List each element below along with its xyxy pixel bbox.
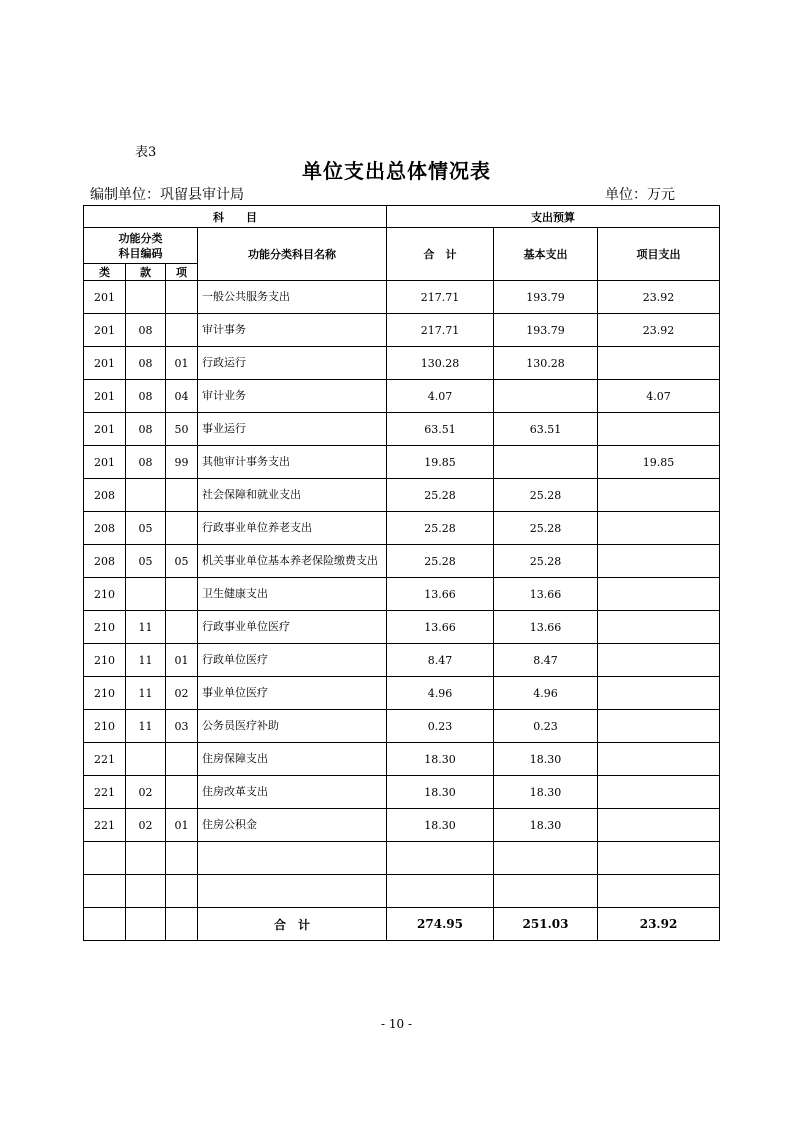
cell-name: 其他审计事务支出 — [198, 446, 387, 479]
cell-basic: 63.51 — [494, 413, 598, 446]
total-empty-cell — [84, 908, 126, 941]
cell-lei: 210 — [84, 611, 126, 644]
cell-basic: 25.28 — [494, 479, 598, 512]
cell-name: 一般公共服务支出 — [198, 281, 387, 314]
cell-basic: 18.30 — [494, 743, 598, 776]
cell-lei: 201 — [84, 347, 126, 380]
cell-kuan: 11 — [126, 710, 166, 743]
lei-header: 类 — [84, 264, 126, 281]
cell-project — [598, 677, 720, 710]
total-empty-cell — [126, 908, 166, 941]
cell-name: 行政单位医疗 — [198, 644, 387, 677]
cell-lei: 221 — [84, 809, 126, 842]
cell-name: 行政事业单位养老支出 — [198, 512, 387, 545]
cell-kuan: 02 — [126, 776, 166, 809]
cell-total: 4.07 — [387, 380, 494, 413]
total-header: 合 计 — [387, 228, 494, 281]
cell-project: 23.92 — [598, 281, 720, 314]
header-row-1 — [84, 206, 720, 228]
project-total: 23.92 — [598, 908, 720, 941]
cell-name: 事业运行 — [198, 413, 387, 446]
cell-total: 25.28 — [387, 512, 494, 545]
cell-lei: 201 — [84, 380, 126, 413]
cell-xiang — [166, 281, 198, 314]
cell-kuan: 05 — [126, 512, 166, 545]
cell-kuan: 02 — [126, 809, 166, 842]
cell-basic: 130.28 — [494, 347, 598, 380]
table-row — [84, 545, 720, 578]
cell-total: 0.23 — [387, 710, 494, 743]
cell-kuan — [126, 281, 166, 314]
cell-kuan — [126, 842, 166, 875]
cell-lei: 221 — [84, 776, 126, 809]
cell-kuan — [126, 479, 166, 512]
cell-project: 23.92 — [598, 314, 720, 347]
table-row — [84, 479, 720, 512]
cell-lei: 201 — [84, 281, 126, 314]
cell-xiang: 01 — [166, 644, 198, 677]
cell-lei: 210 — [84, 644, 126, 677]
expenditure-budget-header: 支出预算 — [387, 206, 720, 228]
expenditure-table — [83, 205, 720, 941]
table-row — [84, 776, 720, 809]
table-row — [84, 380, 720, 413]
grand-total: 274.95 — [387, 908, 494, 941]
cell-project — [598, 347, 720, 380]
table-row — [84, 446, 720, 479]
cell-lei: 210 — [84, 677, 126, 710]
cell-basic: 18.30 — [494, 809, 598, 842]
header-row-2 — [84, 228, 720, 264]
cell-kuan: 08 — [126, 413, 166, 446]
cell-xiang — [166, 875, 198, 908]
cell-xiang — [166, 578, 198, 611]
table-row — [84, 842, 720, 875]
cell-kuan: 05 — [126, 545, 166, 578]
cell-basic — [494, 875, 598, 908]
cell-total: 18.30 — [387, 776, 494, 809]
cell-lei: 208 — [84, 512, 126, 545]
xiang-header: 项 — [166, 264, 198, 281]
compiler-unit: 编制单位：巩留县审计局 — [90, 187, 244, 203]
cell-lei: 208 — [84, 479, 126, 512]
basic-header: 基本支出 — [494, 228, 598, 281]
cell-total: 25.28 — [387, 479, 494, 512]
cell-basic: 13.66 — [494, 611, 598, 644]
cell-name: 公务员医疗补助 — [198, 710, 387, 743]
cell-basic: 193.79 — [494, 281, 598, 314]
table-row — [84, 578, 720, 611]
project-header: 项目支出 — [598, 228, 720, 281]
subject-header: 科 目 — [84, 206, 387, 228]
cell-name: 行政事业单位医疗 — [198, 611, 387, 644]
cell-kuan: 08 — [126, 380, 166, 413]
table-row — [84, 710, 720, 743]
cell-xiang: 02 — [166, 677, 198, 710]
cell-basic: 25.28 — [494, 512, 598, 545]
cell-name: 卫生健康支出 — [198, 578, 387, 611]
cell-name: 事业单位医疗 — [198, 677, 387, 710]
cell-project — [598, 842, 720, 875]
cell-name — [198, 875, 387, 908]
cell-basic: 13.66 — [494, 578, 598, 611]
cell-total: 19.85 — [387, 446, 494, 479]
cell-lei: 208 — [84, 545, 126, 578]
cell-project — [598, 710, 720, 743]
table-row — [84, 281, 720, 314]
cell-xiang: 50 — [166, 413, 198, 446]
currency-unit: 单位：万元 — [605, 187, 675, 203]
cell-kuan: 11 — [126, 677, 166, 710]
cell-kuan: 11 — [126, 644, 166, 677]
table-row — [84, 611, 720, 644]
cell-kuan: 08 — [126, 347, 166, 380]
cell-kuan: 08 — [126, 446, 166, 479]
cell-project: 4.07 — [598, 380, 720, 413]
cell-project — [598, 479, 720, 512]
cell-name — [198, 842, 387, 875]
cell-xiang: 01 — [166, 809, 198, 842]
cell-xiang — [166, 512, 198, 545]
cell-kuan — [126, 875, 166, 908]
cell-lei: 210 — [84, 710, 126, 743]
cell-lei: 201 — [84, 413, 126, 446]
cell-name: 住房保障支出 — [198, 743, 387, 776]
table-row — [84, 413, 720, 446]
cell-basic — [494, 446, 598, 479]
cell-project: 19.85 — [598, 446, 720, 479]
cell-total: 18.30 — [387, 743, 494, 776]
cell-lei: 201 — [84, 446, 126, 479]
document-title: 单位支出总体情况表 — [302, 159, 491, 183]
cell-project — [598, 644, 720, 677]
cell-xiang: 99 — [166, 446, 198, 479]
total-label: 合 计 — [198, 908, 387, 941]
cell-project — [598, 809, 720, 842]
cell-total: 18.30 — [387, 809, 494, 842]
cell-xiang — [166, 479, 198, 512]
cell-total: 63.51 — [387, 413, 494, 446]
cell-total: 25.28 — [387, 545, 494, 578]
table-row — [84, 347, 720, 380]
cell-xiang: 03 — [166, 710, 198, 743]
cell-name: 审计事务 — [198, 314, 387, 347]
table-label: 表3 — [135, 145, 157, 160]
cell-xiang — [166, 314, 198, 347]
table-row — [84, 644, 720, 677]
cell-lei — [84, 842, 126, 875]
cell-xiang: 05 — [166, 545, 198, 578]
cell-basic: 0.23 — [494, 710, 598, 743]
name-header: 功能分类科目名称 — [198, 228, 387, 281]
table-row — [84, 677, 720, 710]
table-row — [84, 512, 720, 545]
cell-lei: 221 — [84, 743, 126, 776]
cell-lei: 201 — [84, 314, 126, 347]
cell-project — [598, 545, 720, 578]
cell-name: 住房改革支出 — [198, 776, 387, 809]
cell-name: 社会保障和就业支出 — [198, 479, 387, 512]
cell-basic: 25.28 — [494, 545, 598, 578]
cell-kuan — [126, 743, 166, 776]
cell-name: 审计业务 — [198, 380, 387, 413]
cell-basic: 18.30 — [494, 776, 598, 809]
cell-total: 217.71 — [387, 314, 494, 347]
cell-project — [598, 578, 720, 611]
cell-basic — [494, 380, 598, 413]
cell-total — [387, 842, 494, 875]
cell-basic — [494, 842, 598, 875]
cell-total: 130.28 — [387, 347, 494, 380]
table-row — [84, 875, 720, 908]
cell-lei — [84, 875, 126, 908]
cell-project — [598, 875, 720, 908]
cell-project — [598, 413, 720, 446]
cell-basic: 193.79 — [494, 314, 598, 347]
cell-kuan: 08 — [126, 314, 166, 347]
cell-lei: 210 — [84, 578, 126, 611]
code-group-header — [84, 228, 198, 264]
cell-xiang — [166, 611, 198, 644]
cell-name: 机关事业单位基本养老保险缴费支出 — [198, 545, 387, 578]
cell-project — [598, 512, 720, 545]
total-row — [84, 908, 720, 941]
table-row — [84, 809, 720, 842]
cell-kuan — [126, 578, 166, 611]
cell-total: 217.71 — [387, 281, 494, 314]
cell-total — [387, 875, 494, 908]
cell-total: 8.47 — [387, 644, 494, 677]
cell-total: 13.66 — [387, 578, 494, 611]
cell-kuan: 11 — [126, 611, 166, 644]
cell-total: 4.96 — [387, 677, 494, 710]
kuan-header: 款 — [126, 264, 166, 281]
code-group-header-text: 功能分类 科目编码 — [118, 231, 163, 260]
cell-project — [598, 611, 720, 644]
cell-xiang — [166, 743, 198, 776]
total-empty-cell — [166, 908, 198, 941]
cell-basic: 4.96 — [494, 677, 598, 710]
cell-name: 行政运行 — [198, 347, 387, 380]
table-row — [84, 314, 720, 347]
table-row — [84, 743, 720, 776]
cell-xiang — [166, 776, 198, 809]
page-number: - 10 - — [380, 1017, 412, 1031]
cell-project — [598, 776, 720, 809]
basic-total: 251.03 — [494, 908, 598, 941]
cell-name: 住房公积金 — [198, 809, 387, 842]
cell-xiang: 04 — [166, 380, 198, 413]
cell-xiang — [166, 842, 198, 875]
cell-project — [598, 743, 720, 776]
cell-xiang: 01 — [166, 347, 198, 380]
cell-total: 13.66 — [387, 611, 494, 644]
cell-basic: 8.47 — [494, 644, 598, 677]
